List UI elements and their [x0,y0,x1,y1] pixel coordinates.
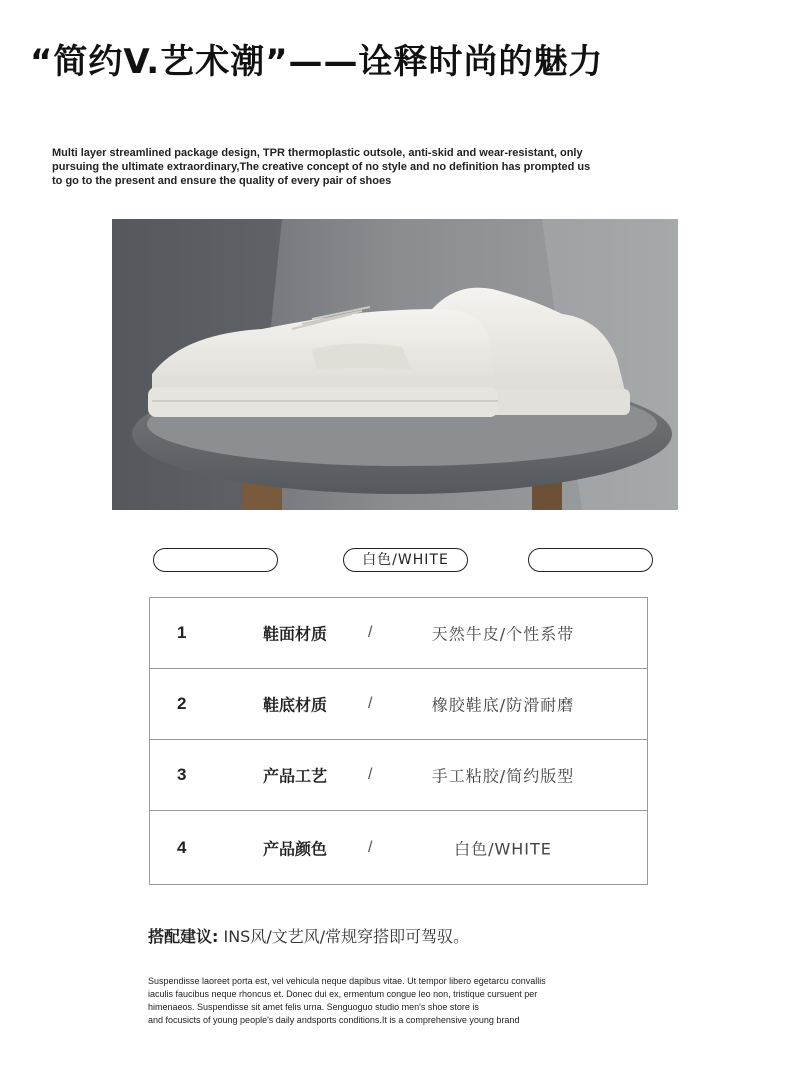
spec-separator: / [368,766,373,783]
spec-number: 4 [177,837,187,857]
spec-row [150,811,647,884]
outro-line: and focusicts of young people's daily andsports conditions.It is a comprehensive young brand [148,1015,520,1025]
sneaker-photo-illustration [112,219,678,510]
product-photo [112,219,678,510]
spec-value: 橡胶鞋底/防滑耐磨 [431,695,575,715]
spec-row [150,669,647,740]
outro-paragraph [148,975,618,1027]
spec-row [150,740,647,811]
outro-line: iaculis faucibus neque rhoncus et. Donec dui ex, ermentum congue leo non, tristique cursuent per [148,989,538,999]
spec-value: 白色/WHITE [454,839,552,858]
spec-value: 天然牛皮/个性系带 [431,624,575,644]
spec-number: 2 [177,694,187,713]
spec-key: 产品工艺 [263,766,328,786]
spec-key: 产品颜色 [263,839,328,858]
spec-number: 3 [177,765,187,784]
spec-number: 1 [177,623,187,642]
color-option-right[interactable] [528,548,653,572]
page-headline: “简约V.艺术潮”——诠释时尚的魅力 [30,42,604,82]
suggestion-text: INS风/文艺风/常规穿搭即可驾驭。 [218,927,470,946]
spec-separator: / [368,838,373,856]
spec-table [149,597,648,885]
spec-separator: / [368,695,373,712]
spec-key: 鞋底材质 [263,695,328,715]
intro-line: Multi layer streamlined package design, TPR thermoplastic outsole, anti-skid and wear-resistant, only [52,147,583,159]
intro-line: to go to the present and ensure the quality of every pair of shoes [52,175,392,187]
spec-separator: / [368,624,373,641]
intro-paragraph [52,146,692,188]
outro-line: Suspendisse laoreet porta est, vel vehicula neque dapibus vitae. Ut tempor libero egetarcu convallis [148,976,546,986]
color-option-white[interactable]: 白色/WHITE [343,548,468,572]
suggestion-label: 搭配建议: [148,927,219,946]
styling-suggestion [148,924,469,947]
spec-row [150,598,647,669]
color-option-left[interactable] [153,548,278,572]
spec-value: 手工粘胶/简约版型 [431,766,575,786]
intro-line: pursuing the ultimate extraordinary,The creative concept of no style and no definition has prompted us [52,161,591,173]
outro-line: himenaeos. Suspendisse sit amet felis urna. Senguoguo studio men's shoe store is [148,1002,479,1012]
spec-key: 鞋面材质 [263,624,328,644]
